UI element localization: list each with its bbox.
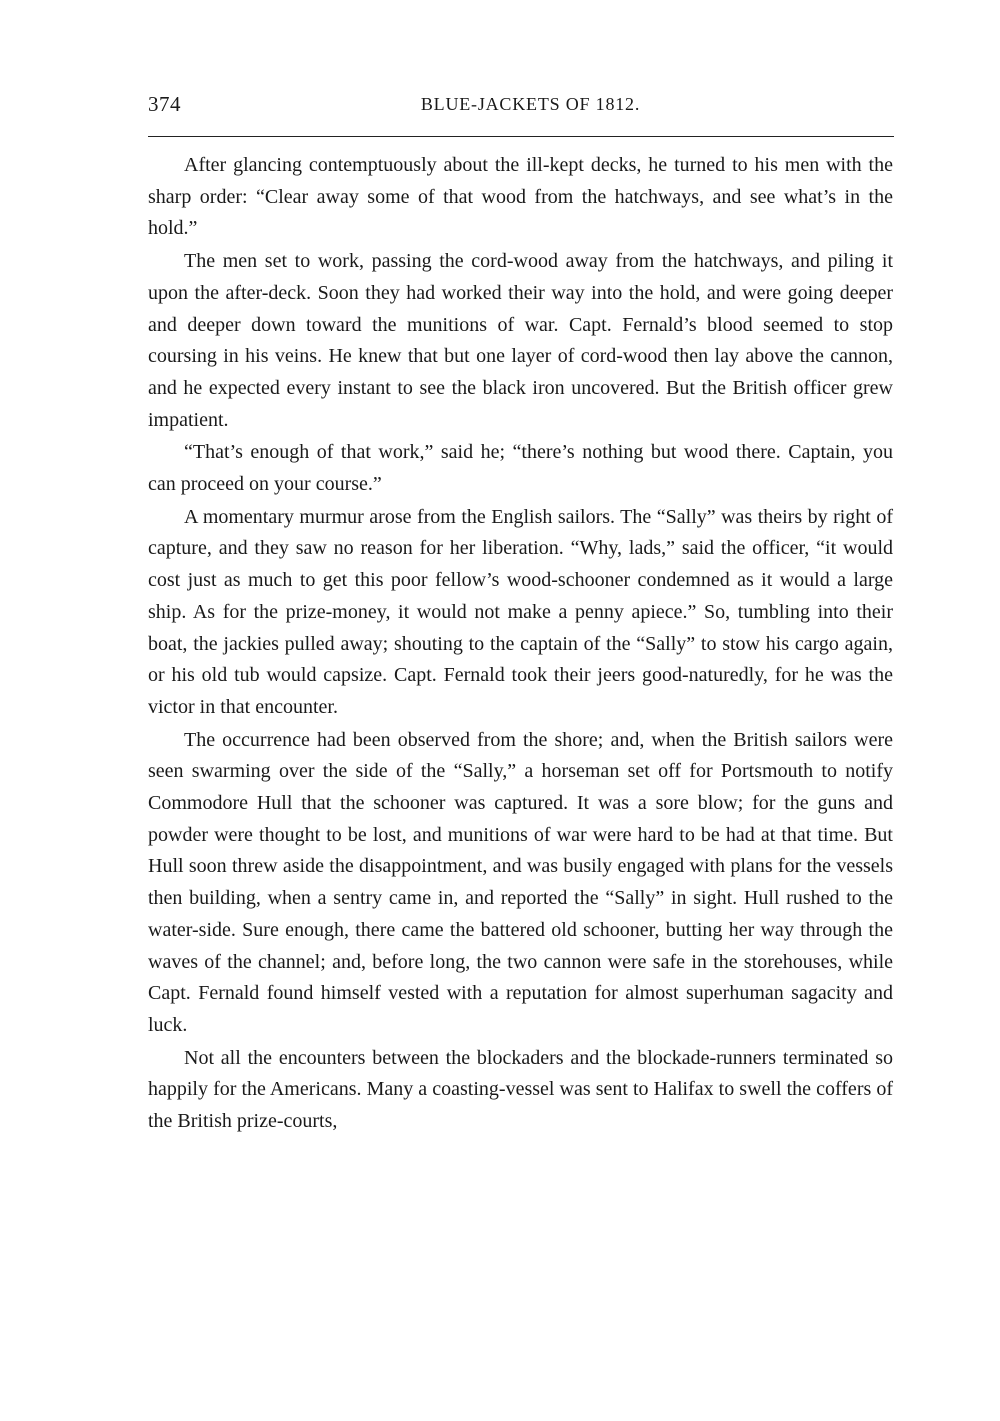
body-text bbox=[148, 150, 893, 1138]
page-header bbox=[148, 92, 893, 126]
running-title: BLUE-JACKETS OF 1812. bbox=[420, 94, 641, 114]
paragraph: Not all the encounters between the blockaders and the blockade-runners terminated so happily for the Americans. Many a coasting-vessel was sent to Halifax to swell the coffers of the British prize-courts, bbox=[148, 1046, 893, 1133]
paragraph: After glancing contemptuously about the ill-kept decks, he turned to his men with the sharp order: “Clear away some of that wood from the hatchways, and see what’s in the hold.” bbox=[148, 154, 893, 240]
paragraph: The occurrence had been observed from the shore; and, when the British sailors were seen swarming over the side of the “Sally,” a horseman set off for Portsmouth to notify Commodore Hull that the schooner was captured. It was a sore blow; for the guns and powder were thought to be lost, and munitions of war were hard to be had at that time. But Hull soon threw aside the disappointment, and was busily engaged with plans for the vessels then building, when a sentry came in, and reported the “Sally” in sight. Hull rushed to the water-side. Sure enough, there came the battered old schooner, butting her way through the waves of the channel; and, before long, the two cannon were safe in the storehouses, while Capt. Fernald found himself vested with a reputation for almost superhuman sagacity and luck. bbox=[148, 728, 893, 1036]
page-number: 374 bbox=[148, 92, 181, 116]
header-rule bbox=[148, 136, 894, 137]
paragraph: “That’s enough of that work,” said he; “there’s nothing but wood there. Captain, you can proceed on your course.” bbox=[148, 441, 893, 496]
paragraph: The men set to work, passing the cord-wood away from the hatchways, and piling it upon the after-deck. Soon they had worked their way into the hold, and were going deeper and deeper down toward the munitions of war. Capt. Fernald’s blood seemed to stop coursing in his veins. He knew that but one layer of cord-wood then lay above the cannon, and he expected every instant to see the black iron uncovered. But the British officer grew impatient. bbox=[148, 250, 893, 431]
paragraph: A momentary murmur arose from the English sailors. The “Sally” was theirs by right of capture, and they saw no reason for her liberation. “Why, lads,” said the officer, “it would cost just as much to get this poor fellow’s wood-schooner condemned as it would a large ship. As for the prize-money, it would not make a penny apiece.” So, tumbling into their boat, the jackies pulled away; shouting to the captain of the “Sally” to stow his cargo again, or his old tub would capsize. Capt. Fernald took their jeers good-naturedly, for he was the victor in that encounter. bbox=[148, 505, 893, 718]
